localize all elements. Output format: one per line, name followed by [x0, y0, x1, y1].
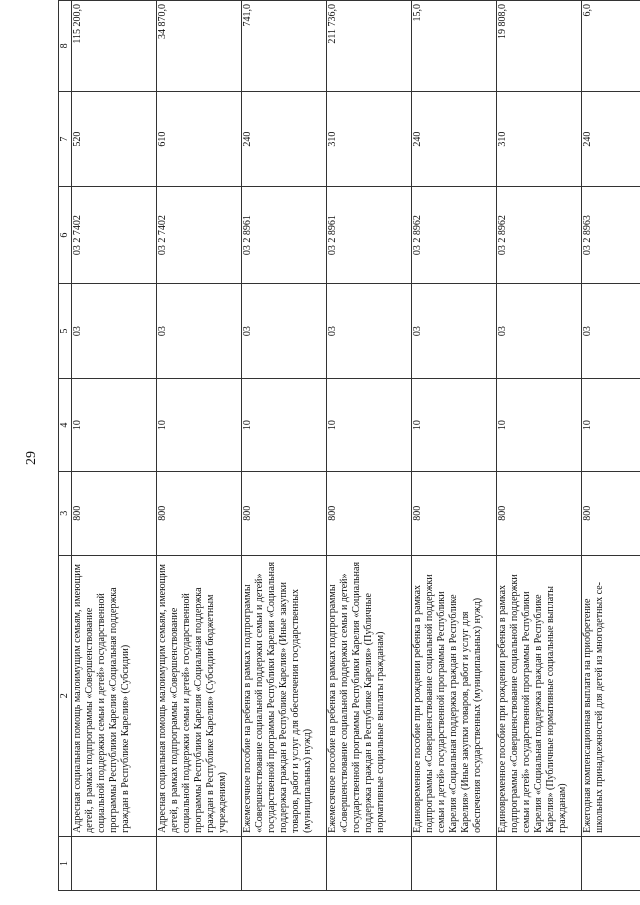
row-number-cell [582, 836, 640, 890]
amount-cell: 741,0 [242, 1, 327, 92]
table-row [497, 1, 582, 891]
table-row [327, 1, 412, 891]
description-cell: Единовременное пособие при рождении ребенка в рамках подпрограммы «Совершенствование социальной поддержки семьи и детей» государственной программы Республики Карелия «Социальная поддержка граждан в Республике Карелия» (Иные закупки товаров, работ и услуг для обеспечения государственных (муниципальных) нужд) [412, 555, 497, 836]
page-number: 29 [24, 451, 39, 465]
ministry-code-cell: 800 [157, 471, 242, 555]
section-code-cell: 10 [242, 379, 327, 471]
section-code-cell: 10 [327, 379, 412, 471]
row-number-cell [412, 836, 497, 890]
target-item-cell: 03 2 8962 [497, 187, 582, 284]
expense-type-cell: 310 [327, 91, 412, 187]
row-number-cell [72, 836, 157, 890]
ministry-code-cell: 800 [412, 471, 497, 555]
target-item-cell: 03 2 7402 [72, 187, 157, 284]
row-number-cell [327, 836, 412, 890]
expense-type-cell: 240 [242, 91, 327, 187]
subsection-code-cell: 03 [582, 283, 640, 378]
row-number-cell [497, 836, 582, 890]
description-cell: Единовременное пособие при рождении ребенка в рамках подпрограммы «Совершенствование социальной поддержки семьи и детей» государственной программы Республики Карелия «Социальная поддержка граждан в Республике Карелия» (Публичные нормативные социальные выплаты гражданам) [497, 555, 582, 836]
table-row [582, 1, 640, 891]
subsection-code-cell: 03 [327, 283, 412, 378]
section-code-cell: 10 [412, 379, 497, 471]
column-header-5: 5 [59, 283, 72, 378]
section-code-cell: 10 [582, 379, 640, 471]
ministry-code-cell: 800 [72, 471, 157, 555]
row-number-cell [242, 836, 327, 890]
subsection-code-cell: 03 [497, 283, 582, 378]
target-item-cell: 03 2 8962 [412, 187, 497, 284]
row-number-cell [157, 836, 242, 890]
column-header-3: 3 [59, 471, 72, 555]
column-header-8: 8 [59, 1, 72, 92]
amount-cell: 19 808,0 [497, 1, 582, 92]
expense-type-cell: 310 [497, 91, 582, 187]
subsection-code-cell: 03 [72, 283, 157, 378]
target-item-cell: 03 2 8961 [327, 187, 412, 284]
expense-type-cell: 240 [412, 91, 497, 187]
amount-cell: 15,0 [412, 1, 497, 92]
description-cell: Адресная социальная помощь малоимущим семьям, имеющим детей, в рамках подпрограммы «Совершенствование социальной поддержки семьи и детей» государственной программы Республики Карелия «Социальная поддержка граждан в Республике Карелия» (Субсидии) [72, 555, 157, 836]
expense-type-cell: 520 [72, 91, 157, 187]
section-code-cell: 10 [157, 379, 242, 471]
section-code-cell: 10 [497, 379, 582, 471]
target-item-cell: 03 2 8961 [242, 187, 327, 284]
ministry-code-cell: 800 [497, 471, 582, 555]
description-cell: Ежемесячное пособие на ребенка в рамках подпрограммы «Совершенствование социальной поддержки семьи и детей» государственной программы Республики Карелия «Социальная поддержка граждан в Республике Карелия» (Публичные нормативные социальные выплаты гражданам) [327, 555, 412, 836]
ministry-code-cell: 800 [582, 471, 640, 555]
amount-cell: 34 870,0 [157, 1, 242, 92]
subsection-code-cell: 03 [412, 283, 497, 378]
description-cell: Ежемесячное пособие на ребенка в рамках подпрограммы «Совершенствование социальной поддержки семьи и детей» государственной программы Республики Карелия «Социальная поддержка граждан в Республике Карелия» (Иные закупки товаров, работ и услуг для обеспечения государственных (муниципальных) нужд) [242, 555, 327, 836]
table-row [72, 1, 157, 891]
description-cell: Ежегодная компенсационная выплата на приобретение школьных принадлежностей для детей из многодетных се- [582, 555, 640, 836]
amount-cell: 211 736,0 [327, 1, 412, 92]
table-row [157, 1, 242, 891]
subsection-code-cell: 03 [242, 283, 327, 378]
expense-type-cell: 240 [582, 91, 640, 187]
ministry-code-cell: 800 [242, 471, 327, 555]
subsection-code-cell: 03 [157, 283, 242, 378]
expense-type-cell: 610 [157, 91, 242, 187]
budget-table [58, 0, 640, 891]
target-item-cell: 03 2 7402 [157, 187, 242, 284]
column-number-row [59, 1, 72, 891]
column-header-4: 4 [59, 379, 72, 471]
column-header-1: 1 [59, 836, 72, 890]
amount-cell: 6,0 [582, 1, 640, 92]
table-row [412, 1, 497, 891]
description-cell: Адресная социальная помощь малоимущим семьям, имеющим детей, в рамках подпрограммы «Совершенствование социальной поддержки семьи и детей» государственной программы Республики Карелия «Социальная поддержка граждан в Республике Карелия» (Субсидии бюджетным учреждениям) [157, 555, 242, 836]
section-code-cell: 10 [72, 379, 157, 471]
column-header-2: 2 [59, 555, 72, 836]
column-header-6: 6 [59, 187, 72, 284]
column-header-7: 7 [59, 91, 72, 187]
amount-cell: 115 200,0 [72, 1, 157, 92]
target-item-cell: 03 2 8963 [582, 187, 640, 284]
ministry-code-cell: 800 [327, 471, 412, 555]
table-row [242, 1, 327, 891]
